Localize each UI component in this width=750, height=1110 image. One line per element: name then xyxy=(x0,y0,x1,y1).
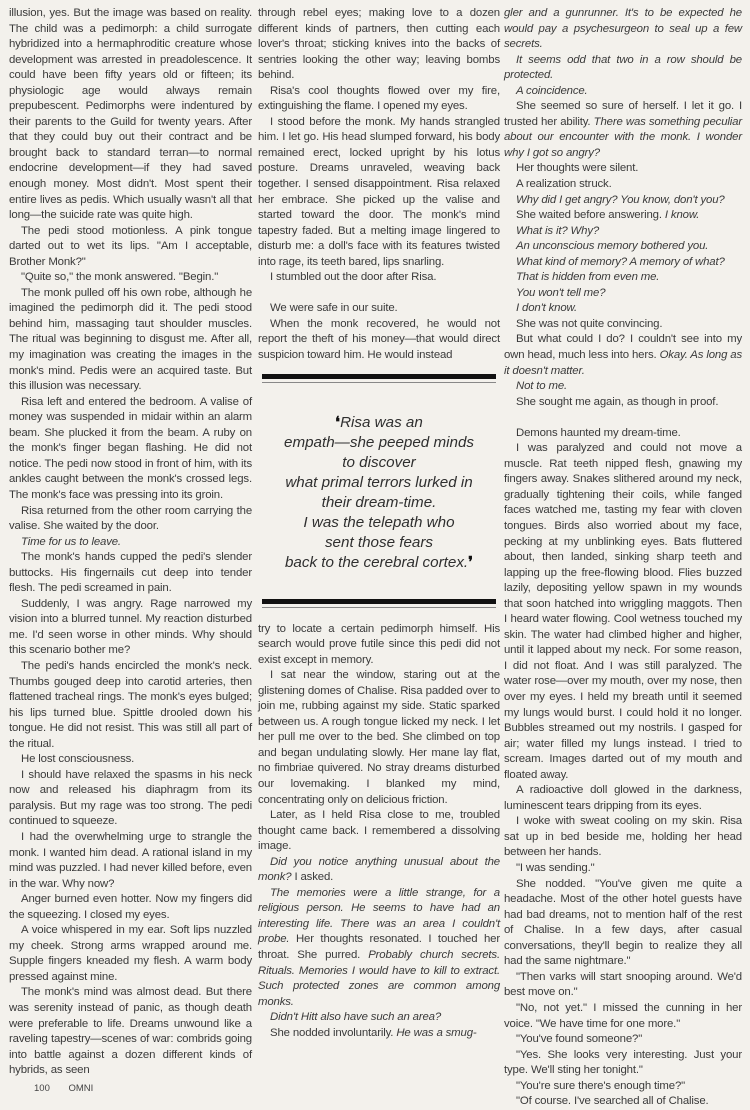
text-run: "Then varks will start snooping around. We'd best move on." xyxy=(504,970,742,999)
text-run: "Of course. I've searched all of Chalise. xyxy=(516,1095,709,1108)
italic-text: He was a smug- xyxy=(396,1026,477,1039)
paragraph xyxy=(9,923,252,985)
paragraph xyxy=(504,53,742,84)
text-run: illusion, yes. But the image was based on reality. The child was a pedimorph: a child surrogate hybridized into a hermaphroditic creature whose development was arrested in preadolescence. It could have been fifty years old or fifteen; its physiologic age would always remain prepubescent. Pedimorphs were indentured by their parents to the Guild for twenty years. After that they could buy out their contract and be brought back to standard terran—to normal endocrine development—if they had saved enough money. Most didn't. Most spent their entire lives as pedis. Which usually wasn't all that long—the suicide rate was quite high. xyxy=(9,7,252,222)
text-run: Demons haunted my dream-time. xyxy=(516,426,681,439)
text-run: "You're sure there's enough time?" xyxy=(516,1079,686,1092)
paragraph xyxy=(504,970,742,1001)
italic-text: Didn't Hitt also have such an area? xyxy=(270,1011,442,1024)
pullquote xyxy=(262,413,496,573)
paragraph xyxy=(9,768,252,830)
pullquote-top-rule xyxy=(262,374,496,379)
paragraph xyxy=(504,208,742,224)
paragraph xyxy=(504,1048,742,1079)
pullquote-line xyxy=(262,533,496,553)
text-run: "No, not yet." I missed the cunning in her voice. "We have time for one more." xyxy=(504,1001,742,1030)
text-run: She seemed so sure of herself. I let it go. I trusted her ability. xyxy=(504,100,742,128)
pullquote-text: to discover xyxy=(342,453,416,471)
pullquote-line xyxy=(262,513,496,533)
italic-text: Did you notice anything unusual about the monk? xyxy=(258,855,500,884)
paragraph xyxy=(504,426,742,442)
paragraph xyxy=(9,504,252,535)
pullquote-text: Risa was an xyxy=(340,413,423,431)
paragraph xyxy=(504,317,742,333)
pullquote-line xyxy=(262,413,496,433)
page-number: 100 xyxy=(34,1082,50,1094)
pullquote-bottom-rule xyxy=(262,599,496,604)
text-column-1 xyxy=(9,6,252,1079)
paragraph xyxy=(9,550,252,597)
pullquote-text: what primal terrors lurked in xyxy=(285,473,473,491)
text-run: She nodded. "You've given me quite a headache. Most of the other hotel guests have had bad dreams, not to mention half of the rest of Chalise. In a few days, after casual conversations, they'll begin to realize they all had the same nightmare." xyxy=(504,877,742,968)
paragraph xyxy=(9,224,252,271)
text-run: I was paralyzed and could not move a muscle. Rat teeth nipped flesh, gnawing my fingers away. Snakes slithered around my neck, gradually tightening their coils, while fanged faces watched me, tasting my fear with cloven tongues. Birds also worried about my face, pecking at my unblinking eyes. Bats fluttered about, then landed, sinking sharp teeth and lapping up the free-flowing blood. Flies buzzed lazily, depositing yellow spawn in my wounds that soon hatched into wriggling maggots. Then I heard water flowing. Cool wetness touched my skin. The water had climbed higher and higher, until it lapped about my neck. For some reason, I did not float. And I was still paralyzed. The water rose—over my mouth, over my nose, then over my eyes. I held my breath until it seemed my lungs would burst. I could hold it no longer. Bubbles streamed out my nostrils. I gasped for air; water filled my lungs instead. I tried to scream. Images darted out of my mouth and floated away. xyxy=(504,442,742,781)
text-run: The pedi's hands encircled the monk's neck. Thumbs gouged deep into carotid arteries, then flattened tracheal rings. The monk's eyes bulged; his lips turned blue. Spittle drooled down his tongue. He did not resist. This was still all part of the ritual. xyxy=(9,659,252,750)
text-run: I asked. xyxy=(291,871,334,884)
paragraph xyxy=(258,84,500,115)
open-quote-mark-icon: ❛ xyxy=(335,413,341,431)
paragraph xyxy=(258,317,500,364)
italic-text: An unconscious memory bothered you. xyxy=(516,240,709,253)
text-run: The monk's hands cupped the pedi's slender buttocks. His fingernails cut deep into tender flesh. The pedi screamed in pain. xyxy=(9,551,252,595)
text-run: I should have relaxed the spasms in his neck now and released his diaphragm from its paralysis. But my rage was too strong. The pedi continued to squeeze. xyxy=(9,768,252,828)
text-run: Later, as I held Risa close to me, troubled thought came back. I remembered a dissolving image. xyxy=(258,809,500,853)
italic-text: Time for us to leave. xyxy=(21,535,121,548)
paragraph xyxy=(504,301,742,317)
paragraph xyxy=(9,286,252,395)
paragraph xyxy=(258,115,500,270)
italic-text: Not to me. xyxy=(516,380,568,393)
pullquote-line xyxy=(262,433,496,453)
paragraph xyxy=(504,332,742,379)
text-run: through rebel eyes; making love to a dozen different kinds of partners, then cutting each lover's throat; sticking knives into the backs of sentries looking the other way; leaving bombs behind. xyxy=(258,7,500,82)
paragraph xyxy=(504,6,742,53)
text-run: But what could I do? I couldn't see into my own head, much less into hers. xyxy=(504,333,742,362)
text-run: The monk's mind was almost dead. But there was serenity instead of panic, as though death were preferable to life. Dreams unwound like a raveling tapestry—scenes of war: combrids going into battle against a dozen different kinds of hybrids, as seen xyxy=(9,986,252,1077)
paragraph xyxy=(504,84,742,100)
paragraph xyxy=(258,270,500,286)
italic-text: You won't tell me? xyxy=(516,286,606,299)
paragraph xyxy=(504,1001,742,1032)
text-run: She waited before answering. xyxy=(516,209,665,222)
pullquote-text: empath—she peeped minds xyxy=(284,433,474,451)
italic-text: Why did I get angry? You know, don't you? xyxy=(516,193,725,206)
text-run: We were safe in our suite. xyxy=(270,302,398,315)
italic-text: I don't know. xyxy=(516,302,578,315)
paragraph xyxy=(504,161,742,177)
text-run: The pedi stood motionless. A pink tongue darted out to wet its lips. "Am I acceptable, Brother Monk?" xyxy=(9,224,252,268)
text-run: A radioactive doll glowed in the darkness, luminescent tears dripping from its eyes. xyxy=(504,784,742,812)
text-run: Anger burned even hotter. Now my fingers did the squeezing. I closed my eyes. xyxy=(9,893,252,921)
italic-text: The memories were a little strange, for a religious person. He seems to have had an interesting life. There was an area I couldn't probe. xyxy=(258,886,500,946)
text-run: Risa's cool thoughts flowed over my fire, extinguishing the flame. I opened my eyes. xyxy=(258,84,500,113)
italic-text: Okay. As long as it doesn't matter. xyxy=(504,349,743,377)
text-run: Her thoughts were silent. xyxy=(516,162,639,175)
paragraph xyxy=(504,193,742,209)
text-run: I had the overwhelming urge to strangle the monk. I wanted him dead. A rational island in my mind was puzzled. I had never killed before, even in the war. Why now? xyxy=(9,830,252,890)
paragraph xyxy=(504,877,742,970)
text-run: try to locate a certain pedimorph himself. His search would prove futile since this pedi did not exist except in memory. xyxy=(258,622,500,666)
column-3 xyxy=(504,6,742,1110)
paragraph xyxy=(9,752,252,768)
text-run: "You've found someone?" xyxy=(516,1033,643,1046)
text-run: Her thoughts resonated. I touched her throat. She purred. xyxy=(258,933,500,962)
column-2 xyxy=(258,6,500,1041)
paragraph xyxy=(504,379,742,395)
page-footer xyxy=(9,1083,252,1095)
paragraph xyxy=(9,830,252,892)
column-1 xyxy=(9,6,252,1095)
pullquote-line xyxy=(262,553,496,573)
paragraph xyxy=(258,1026,500,1042)
text-column-3 xyxy=(504,6,742,1110)
paragraph xyxy=(504,814,742,861)
text-run: She was not quite convincing. xyxy=(516,317,663,330)
italic-text: What is it? Why? xyxy=(516,224,600,237)
paragraph xyxy=(258,6,500,84)
text-column-2-bottom xyxy=(258,622,500,1042)
text-run: Risa left and entered the bedroom. A valise of money was suspended in midair within an alarm beam. She plucked it from the beam. A ruby on the monk's finger began flashing. He did not notice. The pedi now stood in front of him, with its ankles caught between the monk's crossed legs. The monk's face was pressing into its groin. xyxy=(9,395,252,501)
paragraph xyxy=(258,668,500,808)
paragraph xyxy=(9,597,252,659)
paragraph xyxy=(504,99,742,161)
text-run: I stumbled out the door after Risa. xyxy=(270,271,437,284)
pullquote-text: back to the cerebral cortex. xyxy=(284,553,469,571)
paragraph xyxy=(9,892,252,923)
paragraph xyxy=(504,395,742,411)
paragraph xyxy=(258,1010,500,1026)
italic-text: That is hidden from even me. xyxy=(516,271,660,284)
italic-text: A coincidence. xyxy=(516,84,588,97)
pullquote-line xyxy=(262,473,496,493)
paragraph xyxy=(9,659,252,752)
paragraph xyxy=(258,301,500,317)
text-run: "I was sending." xyxy=(516,862,595,875)
close-quote-mark-icon: ❜ xyxy=(468,553,474,571)
text-run: I sat near the window, staring out at the glistening domes of Chalise. Risa padded over to join me, rubbing against my side. Static sparked between us. A rough tongue licked my neck. I let her pull me over to the bed. She climbed on top and began undulating slowly. Her mane lay flat, no fimbriae quivered. No stray dreams disturbed our lovemaking. I blanked my mind, concentrating only on delicious friction. xyxy=(258,669,500,806)
text-run: She nodded involuntarily. xyxy=(270,1026,397,1039)
paragraph xyxy=(9,985,252,1078)
paragraph xyxy=(504,861,742,877)
paragraph xyxy=(504,177,742,193)
text-run: "Quite so," the monk answered. "Begin." xyxy=(21,271,219,284)
pullquote-text: sent those fears xyxy=(324,533,434,551)
text-run: When the monk recovered, he would not report the theft of his money—that would direct suspicion toward him. He would instead xyxy=(258,317,500,361)
pullquote-line xyxy=(262,453,496,473)
text-run: Suddenly, I was angry. Rage narrowed my vision into a blurred tunnel. My reaction disturbed me. I'd seen worse in other minds. Why should this scenario bother me? xyxy=(9,597,252,657)
paragraph xyxy=(504,1032,742,1048)
paragraph xyxy=(9,395,252,504)
paragraph xyxy=(504,224,742,240)
magazine-name: OMNI xyxy=(68,1082,94,1094)
text-run: Risa returned from the other room carrying the valise. She waited by the door. xyxy=(9,504,252,533)
text-run: I woke with sweat cooling on my skin. Risa sat up in bed beside me, holding her head between her hands. xyxy=(504,815,742,859)
paragraph xyxy=(258,622,500,669)
paragraph xyxy=(258,886,500,1010)
text-run: The monk pulled off his own robe, although he imagined the pedimorph did it. The pedi stood behind him, massaging taut shoulder muscles. The ritual was beginning to disgust me. After all, my imagination was creating the images in the monk's mind. Pedis were an acquired taste. But this illusion was necessary. xyxy=(9,286,252,393)
paragraph xyxy=(9,6,252,224)
paragraph xyxy=(504,255,742,271)
paragraph xyxy=(258,855,500,886)
text-run: A voice whispered in my ear. Soft lips nuzzled my cheek. Strong arms wrapped around me. Supple fingers kneaded my flesh. A warm body pressed against mine. xyxy=(9,924,252,983)
italic-text: It seems odd that two in a row should be protected. xyxy=(504,53,742,82)
italic-text: I know. xyxy=(664,209,700,222)
pullquote-line xyxy=(262,493,496,513)
paragraph xyxy=(504,441,742,783)
paragraph xyxy=(504,1094,742,1110)
italic-text: gler and a gunrunner. It's to be expected he would pay a psychesurgeon to seal up a few secrets. xyxy=(504,7,742,51)
paragraph xyxy=(9,535,252,551)
paragraph xyxy=(258,808,500,855)
paragraph xyxy=(504,239,742,255)
text-run: A realization struck. xyxy=(516,178,612,191)
paragraph xyxy=(9,270,252,286)
italic-text: What kind of memory? A memory of what? xyxy=(516,255,725,268)
text-run: He lost consciousness. xyxy=(21,753,135,766)
paragraph xyxy=(504,783,742,814)
text-column-2-top xyxy=(258,6,500,364)
italic-text: There was something peculiar about our encounter with the monk. I wonder why I got so angry? xyxy=(504,115,742,159)
paragraph xyxy=(504,270,742,286)
paragraph xyxy=(504,1079,742,1095)
paragraph xyxy=(504,286,742,302)
text-run: I stood before the monk. My hands strangled him. I let go. His head slumped forward, his body remained erect, locked upright by his lotus posture. Dreams unraveled, weaving back together. I sensed disappointment. Risa relaxed her embrace. She picked up the valise and started toward the door. The monk's mind tapestry faded. But a melting image lingered to disturb me: a doll's face with its features twisted into rage, its teeth bared, lips snarling. xyxy=(258,115,500,268)
text-run: She sought me again, as though in proof. xyxy=(516,395,719,408)
italic-text: Probably church secrets. Rituals. Memories I would have to kill to extract. Such protected zones are common among monks. xyxy=(258,949,500,1008)
pullquote-text: their dream-time. xyxy=(321,493,437,511)
text-run: "Yes. She looks very interesting. Just your type. We'll sting her tonight." xyxy=(504,1048,742,1077)
pullquote-text: I was the telepath who xyxy=(303,513,455,531)
